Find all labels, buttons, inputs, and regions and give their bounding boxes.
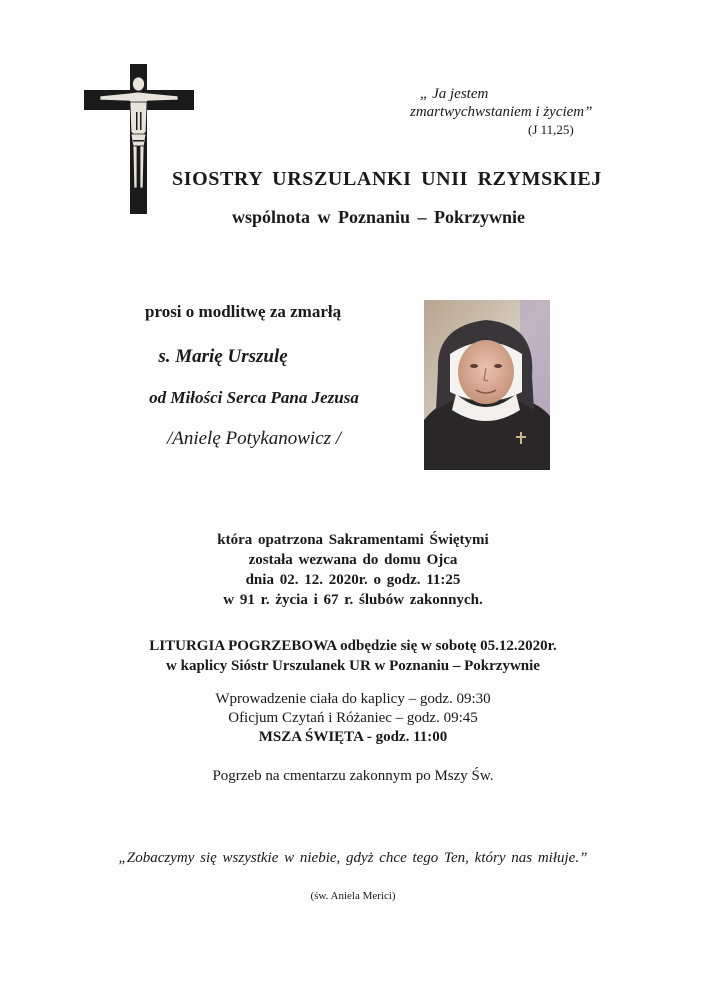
organization-name: SIOSTRY URSZULANKI UNII RZYMSKIEJ [172,168,602,190]
death-announcement [0,530,706,610]
funeral-line-2: w kaplicy Sióstr Urszulanek UR w Poznaniu – Pokrzywnie [166,658,540,674]
epigraph-line-2: zmartwychwstaniem i życiem” [410,104,593,120]
closing-author: (św. Aniela Merici) [310,890,396,902]
funeral-announcement [0,636,706,676]
religious-title: od Miłości Serca Pana Jezusa [149,388,359,407]
portrait-photo [424,300,550,470]
death-line-2: została wezwana do domu Ojca [248,552,458,568]
mass-time: MSZA ŚWIĘTA - godz. 11:00 [258,729,448,745]
death-line-4: w 91 r. życia i 67 r. ślubów zakonnych. [223,592,483,608]
funeral-schedule [0,690,706,747]
schedule-item: Oficjum Czytań i Różaniec – godz. 09:45 [228,710,478,726]
epigraph-reference: (J 11,25) [528,122,574,137]
closing-quote: „Zobaczymy się wszystkie w niebie, gdyż chce tego Ten, który nas miłuje.” [118,850,588,866]
crucifix-icon [80,62,198,214]
death-line-3: dnia 02. 12. 2020r. o godz. 11:25 [245,572,461,588]
burial-info: Pogrzeb na cmentarzu zakonnym po Mszy Św. [212,768,494,784]
birth-name: /Anielę Potykanowicz / [166,428,342,449]
epigraph-line-1: „ Ja jestem [420,86,489,102]
deceased-name: s. Marię Urszulę [158,346,288,367]
community-name: wspólnota w Poznaniu – Pokrzywnie [232,207,526,227]
death-line-1: która opatrzona Sakramentami Świętymi [217,532,489,548]
prayer-request: prosi o modlitwę za zmarłą [145,302,342,321]
funeral-line-1: LITURGIA POGRZEBOWA odbędzie się w sobotę 05.12.2020r. [149,638,557,654]
schedule-item: Wprowadzenie ciała do kaplicy – godz. 09:30 [215,691,491,707]
